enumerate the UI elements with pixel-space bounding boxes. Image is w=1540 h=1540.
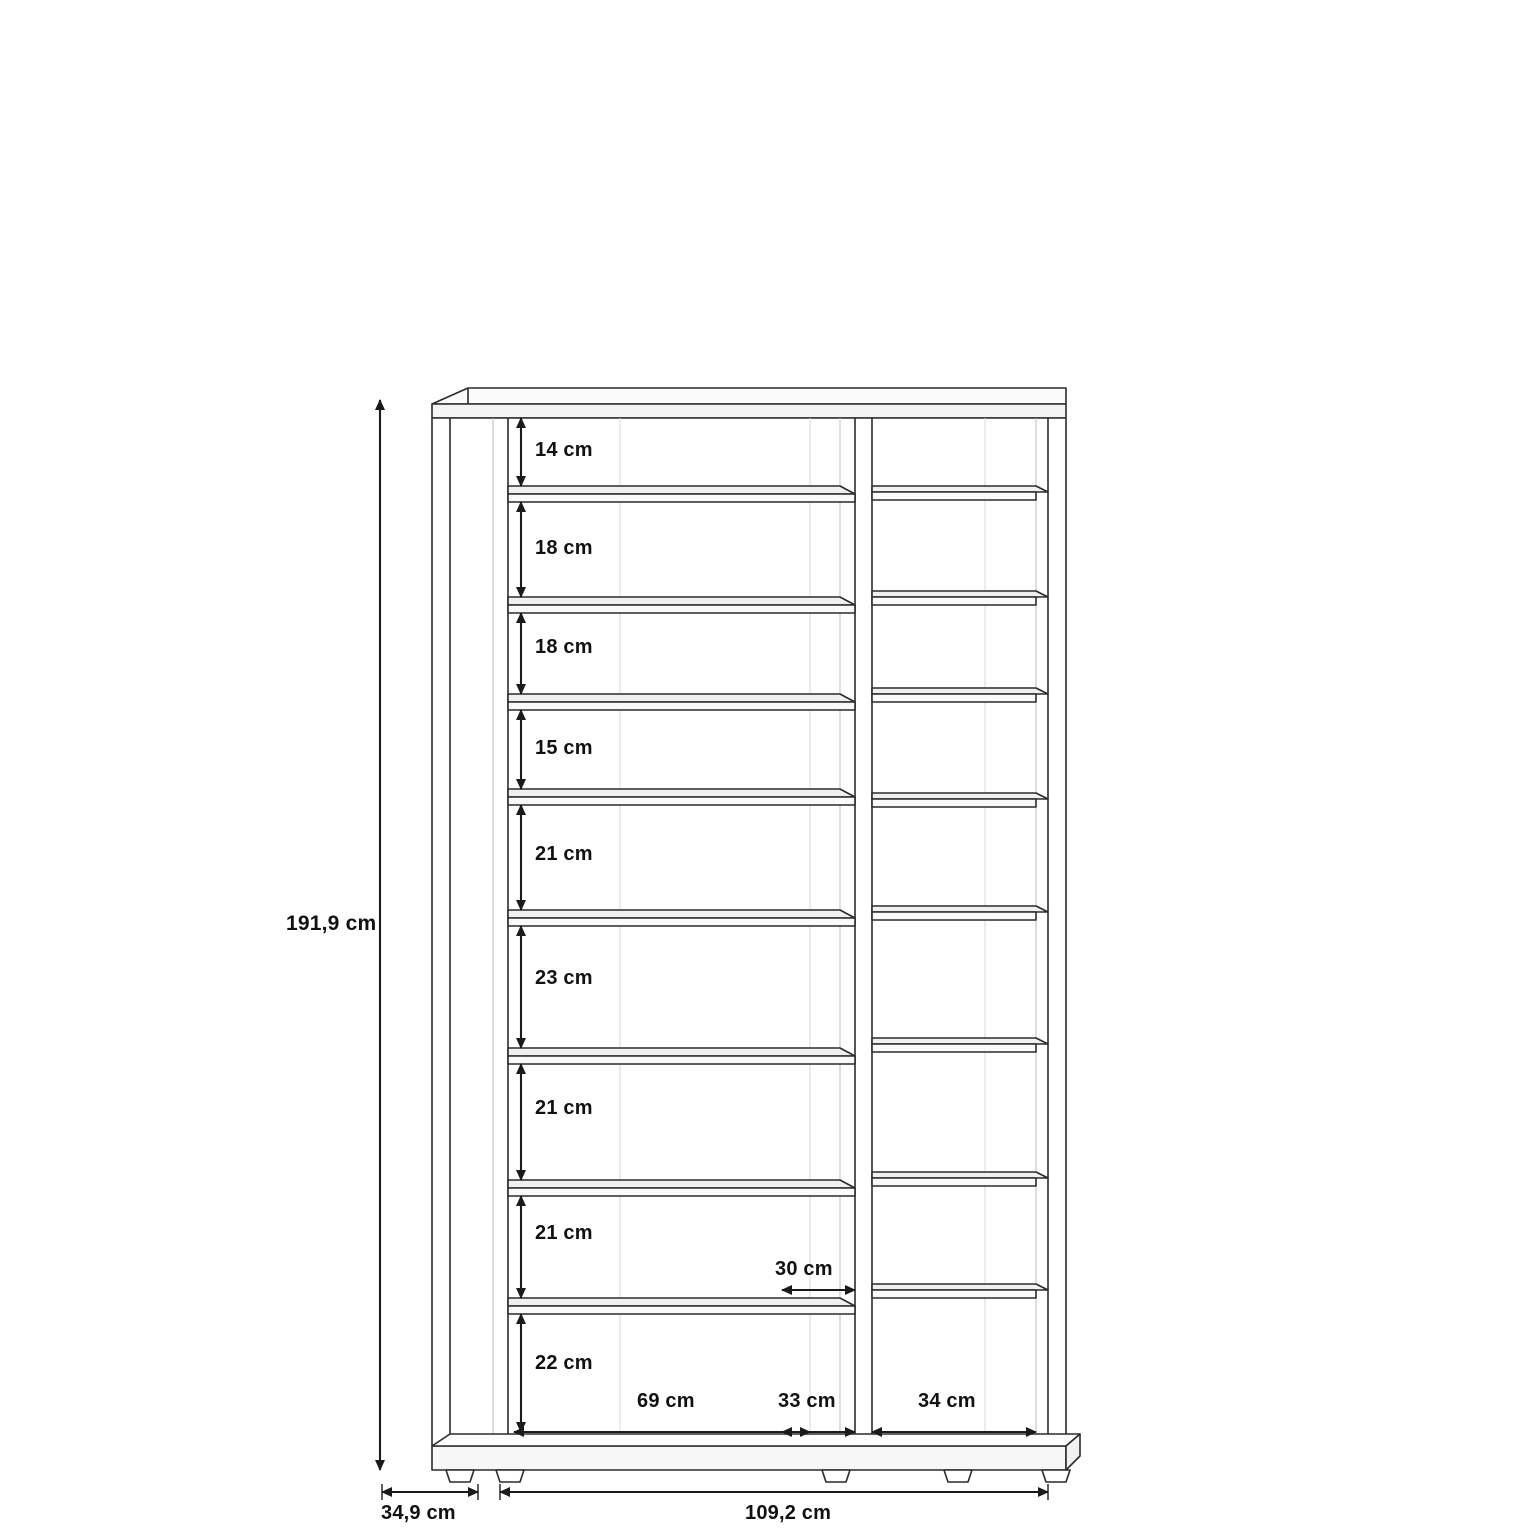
gap-label-5: 21 cm bbox=[535, 843, 593, 865]
gap-label-8: 21 cm bbox=[535, 1222, 593, 1244]
gap-label-7: 21 cm bbox=[535, 1097, 593, 1119]
width-69-label: 69 cm bbox=[637, 1390, 695, 1412]
width-33-label: 33 cm bbox=[778, 1390, 836, 1412]
overall-height-label: 191,9 cm bbox=[286, 912, 377, 935]
overall-width-label: 109,2 cm bbox=[745, 1502, 832, 1524]
cabinet-body bbox=[432, 388, 1080, 1482]
inner-depth-30-label: 30 cm bbox=[775, 1258, 833, 1280]
gap-label-1: 14 cm bbox=[535, 439, 593, 461]
gap-label-6: 23 cm bbox=[535, 967, 593, 989]
gap-label-2: 18 cm bbox=[535, 537, 593, 559]
gap-label-3: 18 cm bbox=[535, 636, 593, 658]
overall-depth-label: 34,9 cm bbox=[381, 1502, 456, 1524]
gap-label-9: 22 cm bbox=[535, 1352, 593, 1374]
width-34-label: 34 cm bbox=[918, 1390, 976, 1412]
feet bbox=[446, 1470, 1070, 1482]
gap-label-4: 15 cm bbox=[535, 737, 593, 759]
